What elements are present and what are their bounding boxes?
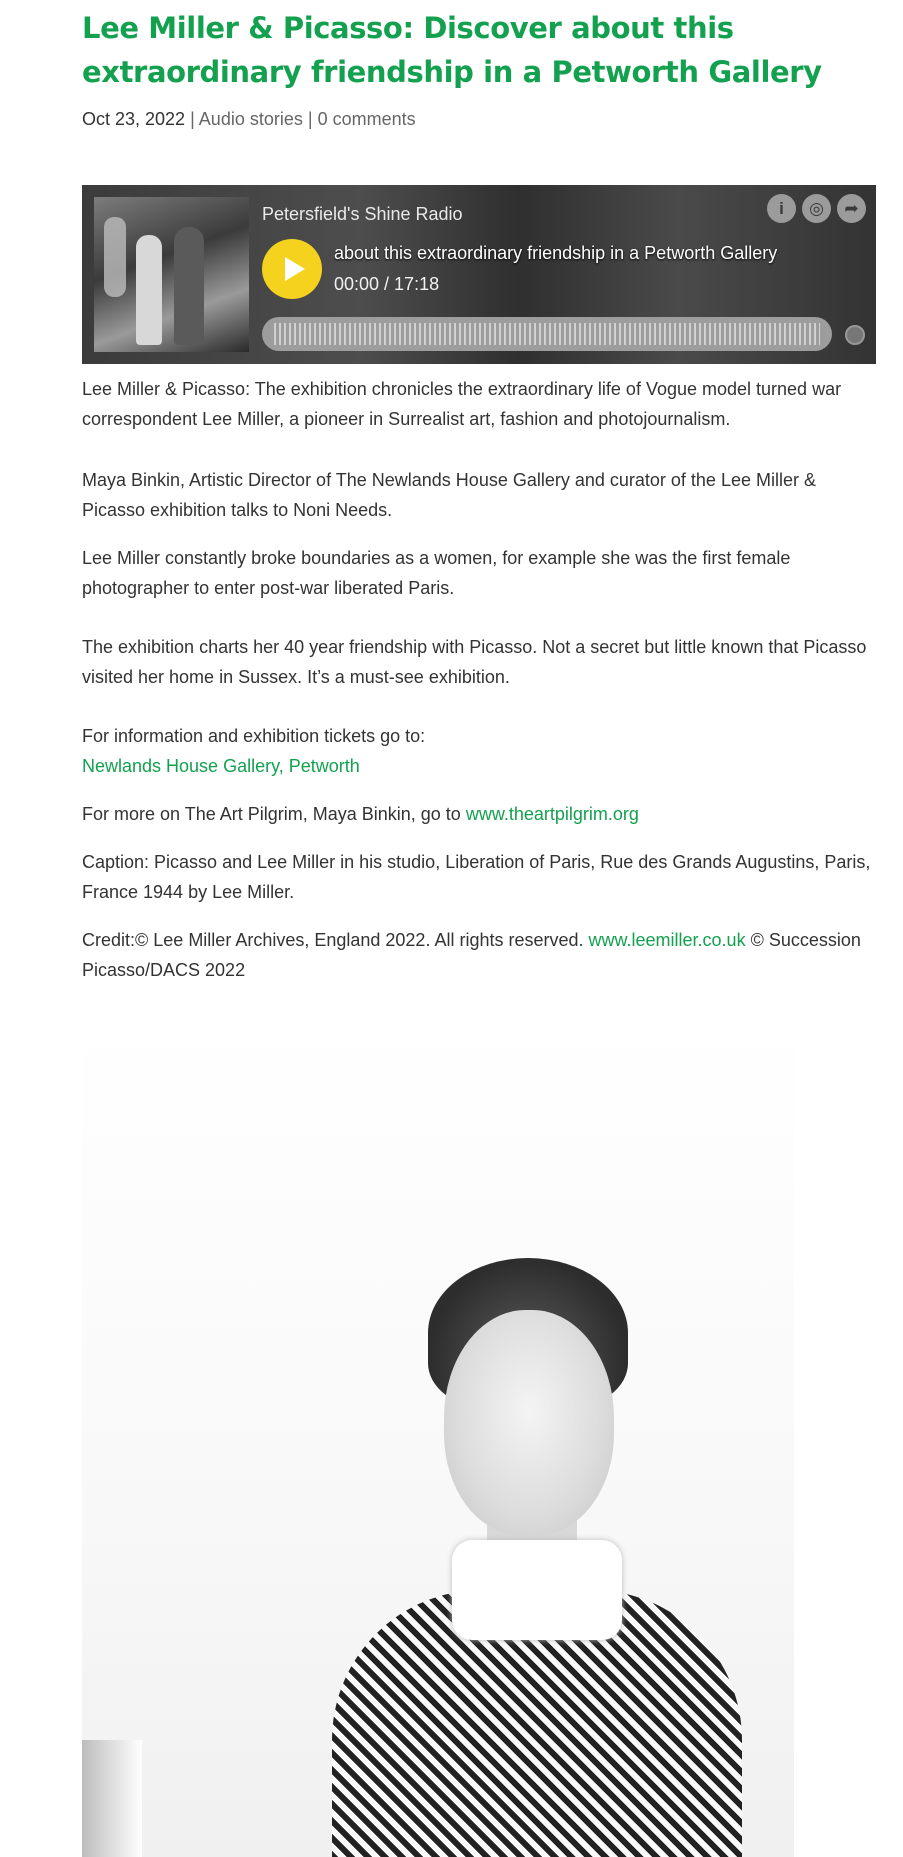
episode-thumbnail (94, 197, 249, 352)
figure-shape (174, 227, 204, 345)
podcast-icon[interactable]: ◎ (802, 194, 831, 223)
leemiller-link[interactable]: www.leemiller.co.uk (588, 930, 746, 950)
meta-separator: | (190, 109, 195, 129)
share-icon[interactable]: ➦ (837, 194, 866, 223)
tickets-text: For information and exhibition tickets go to: (82, 726, 426, 746)
page-title: Lee Miller & Picasso: Discover about this extraordinary friendship in a Petworth Gallery (82, 11, 822, 89)
body-paragraph: Lee Miller & Picasso: The exhibition chronicles the extraordinary life of Vogue model turned war correspondent Lee Miller, a pioneer in Surrealist art, fashion and photojournalism. (82, 379, 842, 429)
speed-icon[interactable] (845, 325, 865, 345)
track-time: 00:00 / 17:18 (334, 274, 440, 294)
photo-shadow (82, 1740, 142, 1857)
waveform-bars (274, 323, 820, 345)
meta-separator: | (307, 109, 313, 129)
post-date: Oct 23, 2022 (82, 109, 186, 129)
art-pilgrim-paragraph (82, 799, 877, 829)
credit-tail: © Succession Picasso/DACS 2022 (82, 930, 861, 980)
category-link[interactable]: Audio stories (198, 109, 303, 129)
comments-link[interactable]: 0 comments (317, 109, 416, 129)
statue-shape (104, 217, 126, 297)
lee-miller-portrait (82, 1020, 794, 1857)
track-title: about this extraordinary friendship in a Petworth Gallery (334, 243, 778, 263)
station-name: Petersfield's Shine Radio (262, 204, 463, 224)
figure-shape (136, 235, 162, 345)
body-paragraph: Maya Binkin, Artistic Director of The Newlands House Gallery and curator of the Lee Miller & Picasso exhibition talks to Noni Needs. (82, 470, 816, 520)
audio-player (82, 185, 876, 364)
post-meta (82, 106, 416, 132)
gallery-link[interactable]: Newlands House Gallery, Petworth (82, 756, 360, 776)
white-collar (452, 1540, 622, 1640)
credit (82, 925, 877, 985)
tickets-paragraph (82, 721, 877, 781)
art-pilgrim-text: For more on The Art Pilgrim, Maya Binkin, go to (82, 804, 466, 824)
waveform-seekbar[interactable] (262, 317, 832, 351)
play-button[interactable] (262, 239, 322, 299)
body-paragraph: The exhibition charts her 40 year friendship with Picasso. Not a secret but little known that Picasso visited her home in Sussex. It’s a must-see exhibition. (82, 637, 867, 687)
body-paragraph: Lee Miller constantly broke boundaries as a women, for example she was the first female photographer to enter post-war liberated Paris. (82, 548, 791, 598)
art-pilgrim-link[interactable]: www.theartpilgrim.org (465, 804, 639, 824)
face (444, 1310, 614, 1535)
player-actions (767, 194, 866, 223)
credit-text: Credit:© Lee Miller Archives, England 2022. All rights reserved. (82, 930, 589, 950)
info-icon[interactable]: i (767, 194, 796, 223)
caption: Caption: Picasso and Lee Miller in his studio, Liberation of Paris, Rue des Grands Augustins, Paris, France 1944 by Lee Miller. (82, 852, 871, 902)
